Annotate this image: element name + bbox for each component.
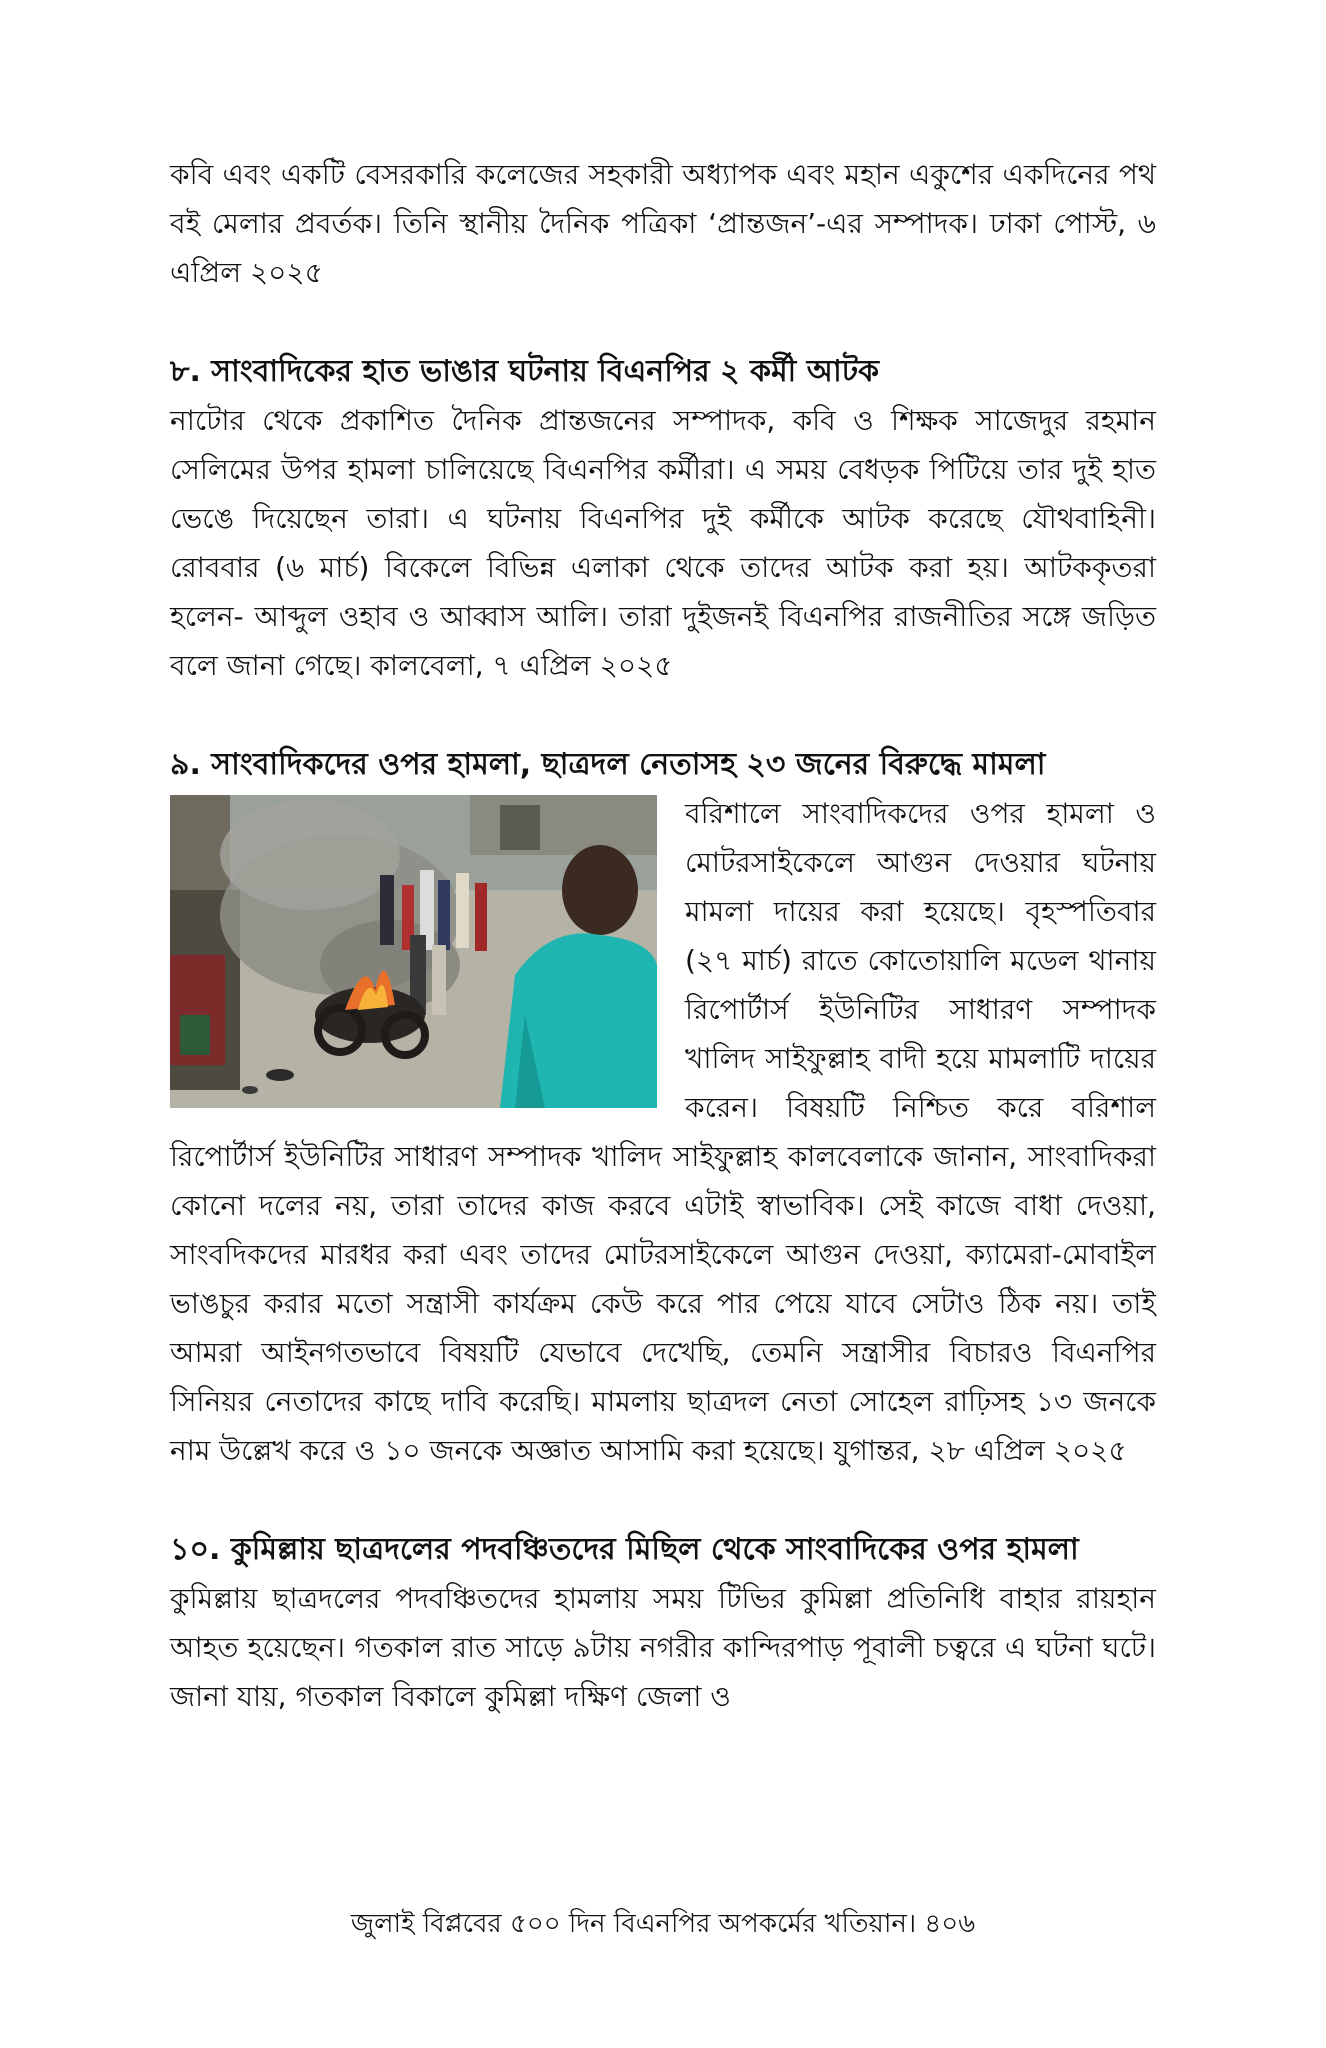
page-footer: জুলাই বিপ্লবের ৫০০ দিন বিএনপির অপকর্মের খতিয়ান। ৪০৬	[350, 1909, 976, 1939]
section-9-content	[170, 789, 1156, 1475]
section-9-heading: ৯. সাংবাদিকদের ওপর হামলা, ছাত্রদল নেতাসহ ২৩ জনের বিরুদ্ধে মামলা	[170, 747, 1046, 782]
section-9-body: বরিশালে সাংবাদিকদের ওপর হামলা ও মোটরসাইকেলে আগুন দেওয়ার ঘটনায় মামলা দায়ের করা হয়েছে। বৃহস্পতিবার (২৭ মার্চ) রাতে কোতোয়ালি মডেল থানায় রিপোর্টার্স ইউনিটির সাধারণ সম্পাদক খালিদ সাইফুল্লাহ বাদী হয়ে মামলাটি দায়ের করেন। বিষয়টি নিশ্চিত করে বরিশাল রিপোর্টার্স ইউনিটির সাধারণ সম্পাদক খালিদ সাইফুল্লাহ কালবেলাকে জানান, সাংবাদিকরা কোনো দলের নয়, তারা তাদের কাজ করবে এটাই স্বাভাবিক। সেই কাজে বাধা দেওয়া, সাংবদিকদের মারধর করা এবং তাদের মোটরসাইকেলে আগুন দেওয়া, ক্যামেরা-মোবাইল ভাঙচুর করার মতো সন্ত্রাসী কার্যক্রম কেউ করে পার পেয়ে যাবে সেটাও ঠিক নয়। তাই আমরা আইনগতভাবে বিষয়টি যেভাবে দেখেছি, তেমনি সন্ত্রাসীর বিচারও বিএনপির সিনিয়র নেতাদের কাছে দাবি করেছি। মামলায় ছাত্রদল নেতা সোহেল রাঢ়িসহ ১৩ জনকে নাম উল্লেখ করে ও ১০ জনকে অজ্ঞাত আসামি করা হয়েছে। যুগান্তর, ২৮ এপ্রিল ২০২৫	[170, 797, 1156, 1467]
intro-paragraph: কবি এবং একটি বেসরকারি কলেজের সহকারী অধ্যাপক এবং মহান একুশের একদিনের পথ বই মেলার প্রবর্তক। তিনি স্থানীয় দৈনিক পত্রিকা ‘প্রান্তজন’-এর সম্পাদক। ঢাকা পোস্ট, ৬ এপ্রিল ২০২৫	[170, 158, 1156, 289]
section-8-body: নাটোর থেকে প্রকাশিত দৈনিক প্রান্তজনের সম্পাদক, কবি ও শিক্ষক সাজেদুর রহমান সেলিমের উপর হামলা চালিয়েছে বিএনপির কর্মীরা। এ সময় বেধড়ক পিটিয়ে তার দুই হাত ভেঙে দিয়েছেন তারা। এ ঘটনায় বিএনপির দুই কর্মীকে আটক করেছে যৌথবাহিনী। রোববার (৬ মার্চ) বিকেলে বিভিন্ন এলাকা থেকে তাদের আটক করা হয়। আটককৃতরা হলেন- আব্দুল ওহাব ও আব্বাস আলি। তারা দুইজনই বিএনপির রাজনীতির সঙ্গে জড়িত বলে জানা গেছে। কালবেলা, ৭ এপ্রিল ২০২৫	[170, 404, 1156, 682]
burning-motorcycle-photo	[170, 795, 657, 1108]
section-10-heading: ১০. কুমিল্লায় ছাত্রদলের পদবঞ্চিতদের মিছিল থেকে সাংবাদিকের ওপর হামলা	[170, 1532, 1079, 1567]
section-8-heading: ৮. সাংবাদিকের হাত ভাঙার ঘটনায় বিএনপির ২ কর্মী আটক	[170, 354, 880, 389]
photo-illustration	[170, 795, 657, 1108]
page-content	[170, 150, 1156, 1721]
section-10-body: কুমিল্লায় ছাত্রদলের পদবঞ্চিতদের হামলায় সময় টিভির কুমিল্লা প্রতিনিধি বাহার রায়হান আহত হয়েছেন। গতকাল রাত সাড়ে ৯টায় নগরীর কান্দিরপাড় পূবালী চত্বরে এ ঘটনা ঘটে। জানা যায়, গতকাল বিকালে কুমিল্লা দক্ষিণ জেলা ও	[170, 1582, 1156, 1713]
